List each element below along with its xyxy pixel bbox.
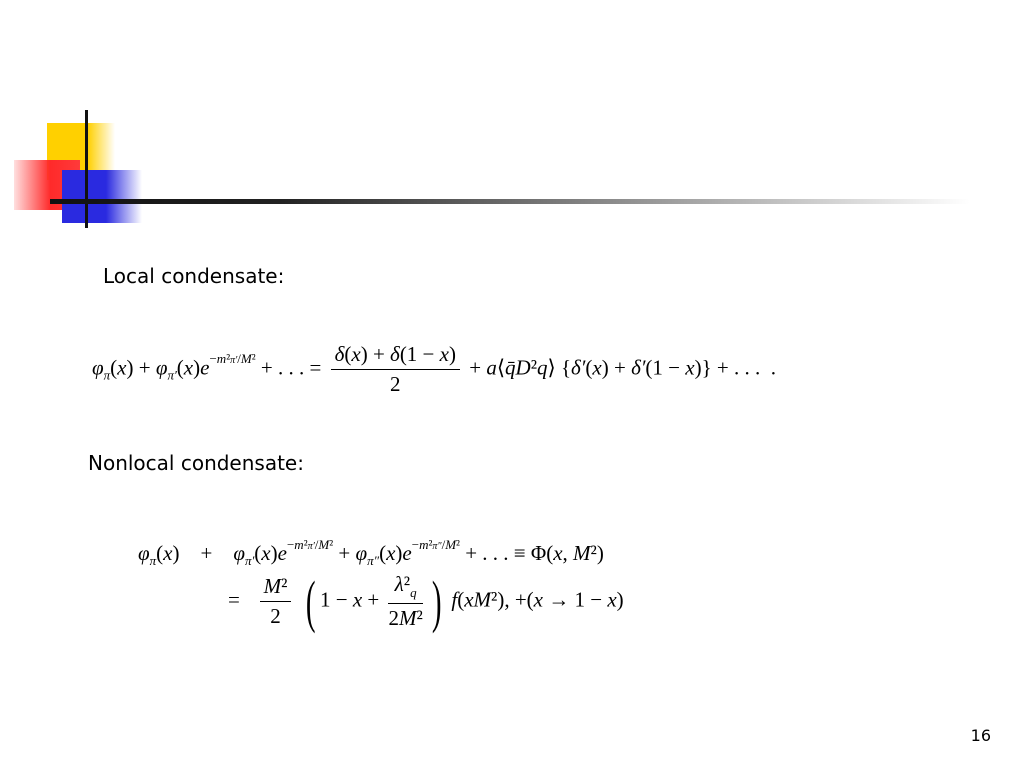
decor-horizontal-rule — [50, 199, 970, 204]
page-number: 16 — [970, 726, 991, 745]
local-condensate-label: Local condensate: — [103, 264, 285, 288]
decor-blue-square — [62, 170, 142, 223]
decor-vertical-line — [85, 110, 88, 228]
nonlocal-condensate-label: Nonlocal condensate: — [88, 451, 304, 475]
nonlocal-equation-line-2: = $\frac{\text{M²}}{2}$ ( 1 − x + $\frac{\lambda^2_q}{\text{2M²}}$ ) f(xM²), +(x → 1 − x) — [228, 568, 624, 634]
nonlocal-equation-line-1: $\varphi_\pi(x)$ + $\varphi_{\pi'}(x)e^{-m^2\pi'/M^2} + \varphi_{\pi''}(x)e^{-m^2\pi''/M^2}$ + . . . ≡ Φ(x, M²) — [138, 537, 604, 568]
local-condensate-equation: $\varphi_\pi(x) + \varphi_{\pi'}(x)e^{-m^2\pi'/M^2}$ + . . . = $\frac{\delta(x) + \delta(1 - x)}{2}$ + a⟨q̄D²q⟩ {δ′(x) + δ′(1 − x)} + . . . . — [92, 342, 777, 396]
